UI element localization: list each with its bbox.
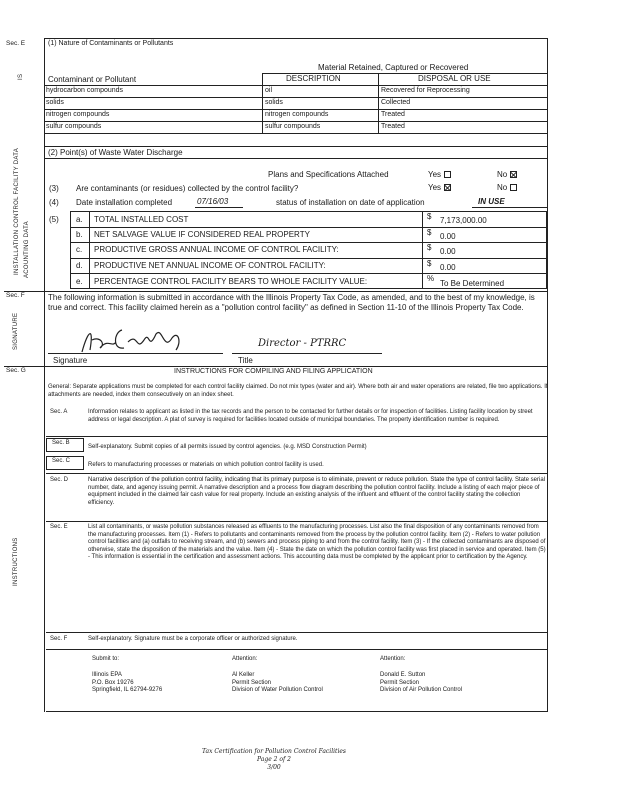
instr-sec-d-label: Sec. D [50, 477, 69, 483]
sec-g-side-label: INSTRUCTIONS [13, 537, 19, 586]
plans-yes [428, 170, 451, 179]
item3-no-checkbox[interactable] [510, 184, 517, 191]
instr-sec-f-label: Sec. F [50, 636, 68, 642]
cost-value: 0.00 [440, 263, 456, 272]
item3-num: (3) [49, 184, 59, 193]
cost-letter-divider [89, 211, 90, 289]
submit-to-label: Submit to: [92, 656, 120, 662]
page-right-border [547, 38, 548, 712]
disposal-cell: Collected [381, 99, 411, 106]
instr-sec-b-label: Sec. B [52, 440, 70, 446]
sec-e-side-label: INSTALLATION CONTROL FACILITY DATA [14, 147, 20, 275]
item3-yes-checkbox[interactable] [444, 184, 451, 191]
address-line: Division of Water Pollution Control [232, 687, 323, 693]
footer-page: Page 2 of 2 [257, 755, 291, 763]
table-line [44, 121, 547, 122]
cost-divider [422, 211, 423, 289]
cost-symbol: % [427, 274, 435, 283]
sec-e-item1: (1) Nature of Contaminants or Pollutants [48, 40, 174, 47]
cost-label: PRODUCTIVE NET ANNUAL INCOME OF CONTROL FACILITY: [94, 261, 326, 270]
cost-letter: e. [76, 277, 83, 286]
cost-symbol: $ [427, 259, 432, 268]
divider [46, 632, 548, 633]
col-description-header: DESCRIPTION [286, 74, 341, 83]
title-label: Title [238, 356, 253, 365]
address-line: P.O. Box 19276 [92, 679, 134, 686]
cost-value: 0.00 [440, 232, 456, 241]
instr-sec-a-text: Information relates to applicant as listed in the tax records and the person to be contacted for further details or for inspection of facilities. Listing facility location by street address or legal description. A plat of survey is required for facilities located outside of municipal boundaries. The property identification number is required. [88, 409, 533, 423]
cost-line [70, 242, 547, 243]
instr-sec-a-label: Sec. A [50, 409, 68, 415]
address-water [232, 672, 323, 695]
cost-label: NET SALVAGE VALUE IF CONSIDERED REAL PROPERTY [94, 230, 310, 239]
item4-status-underline [472, 207, 547, 208]
address-line: Al Keller [232, 672, 255, 678]
address-line: Donald E. Sutton [380, 672, 426, 678]
sec-g-label: Sec. G [6, 367, 26, 374]
address-air [380, 672, 462, 695]
cost-letter: b. [76, 230, 83, 239]
table-line [44, 133, 547, 134]
description-cell: oil [265, 87, 273, 94]
description-cell: nitrogen compounds [265, 111, 329, 118]
plans-yes-label: Yes [428, 170, 442, 179]
table-col-line [378, 73, 379, 133]
divider [46, 521, 548, 522]
col-contaminant-header: Contaminant or Pollutant [48, 75, 137, 84]
item3-yes-label: Yes [428, 183, 442, 192]
sec-g-top [4, 366, 547, 367]
instr-sec-f-text: Self-explanatory. Signature must be a corporate officer or authorized signature. [88, 636, 298, 642]
cost-label: PRODUCTIVE GROSS ANNUAL INCOME OF CONTROL FACILITY: [94, 245, 339, 254]
cost-label: TOTAL INSTALLED COST [94, 215, 189, 224]
divider [44, 146, 547, 147]
instr-sec-b-text: Self-explanatory. Submit copies of all permits issued by control agencies. (e.g. MSD Construction Permit) [88, 444, 367, 450]
table-line [44, 85, 547, 86]
sec-f-side-label: SIGNATURE [13, 312, 19, 350]
sec-f-top [4, 291, 547, 292]
footer-date: 3/00 [267, 763, 281, 771]
item3-question: Are contaminants (or residues) collected by the control facility? [76, 184, 299, 193]
plans-yes-checkbox[interactable] [444, 171, 451, 178]
signature-label: Signature [53, 356, 88, 365]
cost-symbol: $ [427, 212, 432, 221]
cost-line [70, 258, 547, 259]
item4-date-underline [195, 207, 243, 208]
disposal-cell: Recovered for Reprocessing [381, 87, 470, 94]
cost-symbol: $ [427, 228, 432, 237]
disposal-cell: Treated [381, 111, 405, 118]
cost-value: 7,173,000.00 [440, 216, 487, 225]
instr-sec-c-label: Sec. C [52, 458, 71, 464]
instr-sec-d-text: Narrative description of the pollution control facility, indicating that its primary purpose is to eliminate, prevent or reduce pollution. State the type of control facility. State serial number, date, and agency issuing permit. A narrative description and a process flow diagram describing the pollution control facility. Include a listing of each major piece of equipment included in the claimed fair cash value for real property. Include an existing analysis of the influent and effluent of the control facility stating the collection efficiency. [88, 477, 546, 506]
divider [44, 158, 547, 159]
signature-line [48, 353, 223, 354]
item3-no [497, 183, 517, 192]
item4-status-value: IN USE [478, 197, 505, 206]
cost-letter: d. [76, 261, 83, 270]
item5-num: (5) [49, 215, 59, 224]
disposal-cell: Treated [381, 123, 405, 130]
sec-f-statement: The following information is submitted in accordance with the Illinois Property Tax Code, as amended, and to the best of my knowledge, is true and correct. This facility claimed herein as a "pollution control facility" as defined in Section 11-10 of the Illinois Property Tax Code. [48, 293, 535, 313]
attention-label: Attention: [232, 656, 258, 662]
address-line: Springfield, IL 62794-9276 [92, 687, 163, 693]
col-disposal-header: DISPOSAL OR USE [418, 74, 491, 83]
cost-letter: c. [76, 245, 83, 254]
address-line: Permit Section [380, 679, 420, 686]
plans-no [497, 170, 517, 179]
footer-title: Tax Certification for Pollution Control Facilities [201, 748, 347, 755]
margin-mark: ACOUNTING DATA [24, 221, 30, 278]
address-epa [92, 672, 162, 695]
address-line: Illinois EPA [92, 672, 122, 678]
plans-label: Plans and Specifications Attached [268, 170, 389, 179]
plans-no-label: No [497, 170, 508, 179]
pollutant-cell: solids [46, 99, 64, 106]
table-col-line [262, 73, 263, 133]
address-line: Division of Air Pollution Control [380, 687, 463, 693]
instr-sec-e-text: List all contaminants, or waste pollution substances released as effluents to the manufacturing processes. List also the final disposition of any contaminants removed from the manufacturing processes. Item (1) - Refers to pollutants and contaminants removed from the process by the pollution control facility. Item (2) - Refers to water pollution control facilities and (a) outfalls to receiving stream, and (b) sewers and process piping to and from the control facility. Item (3) - If the collected contaminants are disposed of otherwise, state the disposition of the materials and the value. Item (4) - State the date on which the pollution control facility was first placed in service and operated. Item (5) - This information is essential in the certification and assessment actions. This accounting data must be completed by the applicant prior to certification by the Agency. [88, 524, 546, 560]
cost-value: 0.00 [440, 247, 456, 256]
title-value: Director - PTRRC [258, 338, 347, 349]
page-inner-left-border [44, 38, 45, 712]
address-line: Permit Section [232, 679, 272, 686]
table-line [44, 109, 547, 110]
pollutant-cell: hydrocarbon compounds [46, 87, 124, 94]
item4-label: Date installation completed [76, 198, 173, 207]
cost-letter: a. [76, 215, 83, 224]
description-cell: sulfur compounds [265, 123, 321, 130]
item3-yes [428, 183, 451, 192]
divider [46, 473, 548, 474]
table-line [44, 97, 547, 98]
title-line [232, 353, 382, 354]
instructions-heading: INSTRUCTIONS FOR COMPILING AND FILING APPLICATION [174, 368, 373, 375]
instr-sec-c-text: Refers to manufacturing processes or materials on which pollution control facility is used. [88, 462, 324, 468]
attention-label: Attention: [380, 656, 406, 662]
cost-line [70, 273, 547, 274]
margin-mark: IS [18, 73, 24, 80]
sec-e-item2: (2) Point(s) of Waste Water Discharge [48, 148, 183, 157]
cost-label: PERCENTAGE CONTROL FACILITY BEARS TO WHOLE FACILITY VALUE: [94, 277, 368, 286]
cost-value: To Be Determined [440, 279, 505, 288]
item4-status-label: status of installation on date of application [276, 198, 425, 207]
pollutant-cell: sulfur compounds [46, 123, 102, 130]
general-instructions: General: Separate applications must be completed for each control facility claimed. Do not mix types (water and air). Where both air and water operations are related, file two applications. If attachments are needed, index them consecutively on an index sheet. [48, 384, 548, 398]
instr-sec-e-label: Sec. E [50, 524, 68, 530]
plans-no-checkbox[interactable] [510, 171, 517, 178]
item3-no-label: No [497, 183, 508, 192]
sec-f-label: Sec. F [6, 292, 25, 299]
mrc-header: Material Retained, Captured or Recovered [318, 63, 469, 72]
item4-date: 07/16/03 [197, 197, 229, 206]
cost-line [70, 227, 547, 228]
footer [0, 748, 548, 771]
pollutant-cell: nitrogen compounds [46, 111, 110, 118]
item4-num: (4) [49, 198, 59, 207]
sec-e-label: Sec. E [6, 40, 26, 47]
cost-symbol: $ [427, 243, 432, 252]
description-cell: solids [265, 99, 283, 106]
